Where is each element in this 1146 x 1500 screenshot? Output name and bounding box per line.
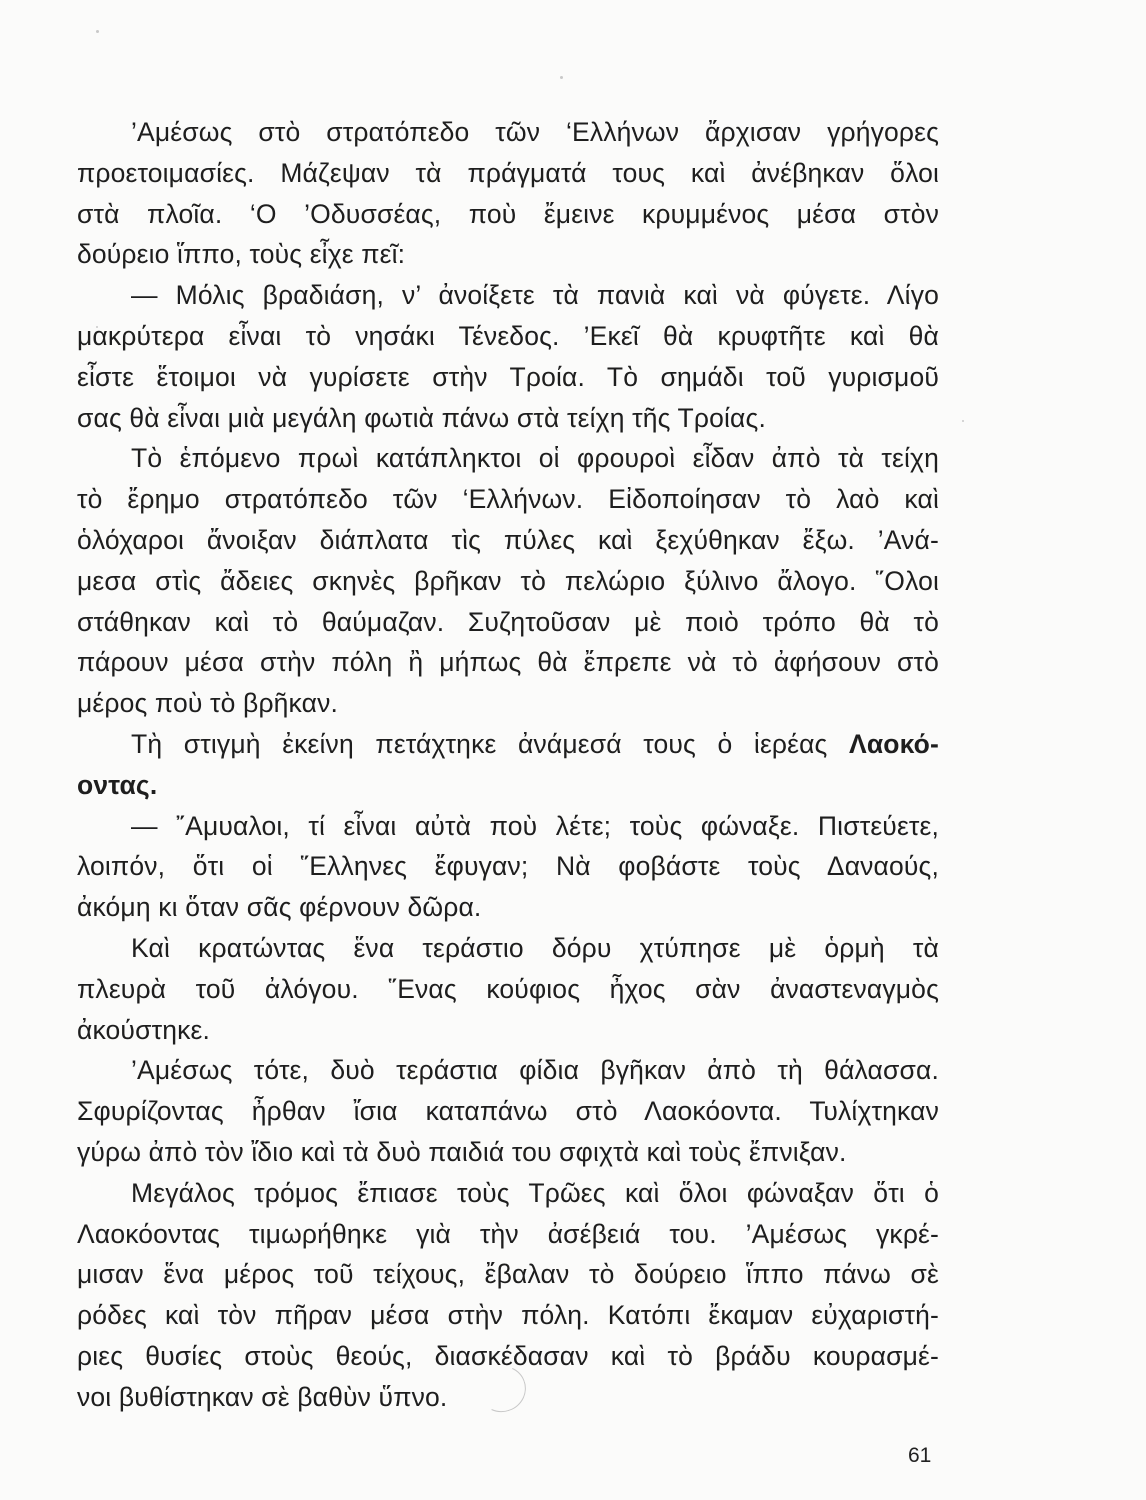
text-line-content: ὁλόχαροι ἄνοιξαν διάπλατα τὶς πύλες καὶ ξεχύθηκαν ἔξω. ’Ανά- (77, 524, 939, 555)
text-line-content: Τὴ στιγμὴ ἐκείνη πετάχτηκε ἀνάμεσά τους ὁ ἱερέας (131, 728, 850, 759)
scan-speck (962, 420, 964, 422)
text-line (77, 316, 939, 357)
text-line (77, 846, 939, 887)
text-line-content: Μεγάλος τρόμος ἔπιασε τοὺς Τρῶες καὶ ὅλοι φώναξαν ὅτι ὁ (131, 1177, 939, 1208)
bold-name: Λαοκό- (849, 728, 939, 759)
text-line (77, 1132, 939, 1173)
text-line-content: Καὶ κρατώντας ἕνα τεράστιο δόρυ χτύπησε μὲ ὁρμὴ τὰ (131, 932, 939, 963)
text-line (77, 724, 939, 765)
text-line-content: τὸ ἔρημο στρατόπεδο τῶν ‘Ελλήνων. Εἰδοποίησαν τὸ λαὸ καὶ (77, 484, 939, 515)
text-line (77, 1214, 939, 1255)
text-line (77, 1050, 939, 1091)
bold-name: οντας. (77, 769, 158, 800)
text-line-content: ’Αμέσως στὸ στρατόπεδο τῶν ‘Ελλήνων ἄρχισαν γρήγορες (131, 117, 939, 147)
text-line-content: σας θὰ εἶναι μιὰ μεγάλη φωτιὰ πάνω στὰ τείχη τῆς Τροίας. (77, 402, 766, 433)
text-line-content: δούρειο ἵππο, τοὺς εἶχε πεῖ: (77, 239, 406, 270)
text-line-content: Σφυρίζοντας ἦρθαν ἴσια καταπάνω στὸ Λαοκόοντα. Τυλίχτηκαν (77, 1096, 939, 1127)
text-line (77, 683, 939, 724)
text-line (77, 642, 939, 683)
text-line (77, 479, 939, 520)
text-line-content: εἶστε ἕτοιμοι νὰ γυρίσετε στὴν Τροία. Τὸ σημάδι τοῦ γυρισμοῦ (77, 361, 939, 392)
text-line (77, 969, 939, 1010)
text-line (77, 928, 939, 969)
text-line (77, 438, 939, 479)
page-number: 61 (908, 1444, 932, 1467)
text-line (77, 1254, 939, 1295)
text-line (77, 887, 939, 928)
text-line-content: — Μόλις βραδιάση, ν’ ἀνοίξετε τὰ πανιὰ καὶ νὰ φύγετε. Λίγο (131, 280, 939, 311)
text-line-content: μεσα στὶς ἄδειες σκηνὲς βρῆκαν τὸ πελώριο ξύλινο ἄλογο. ῞Ολοι (77, 565, 939, 596)
text-line-content: ’Αμέσως τότε, δυὸ τεράστια φίδια βγῆκαν ἀπὸ τὴ θάλασσα. (131, 1055, 939, 1086)
text-line-content: στάθηκαν καὶ τὸ θαύμαζαν. Συζητοῦσαν μὲ ποιὸ τρόπο θὰ τὸ (77, 606, 939, 637)
text-line (77, 153, 939, 194)
text-line (77, 1173, 939, 1214)
text-line (77, 765, 939, 806)
text-line-content: νοι βυθίστηκαν σὲ βαθὺν ὕπνο. (77, 1381, 448, 1412)
text-line-content: πάρουν μέσα στὴν πόλη ἢ μήπως θὰ ἔπρεπε νὰ τὸ ἀφήσουν στὸ (77, 647, 939, 678)
scan-speck (96, 30, 99, 33)
text-line (77, 112, 939, 153)
text-line-content: Τὸ ἑπόμενο πρωὶ κατάπληκτοι οἱ φρουροὶ εἶδαν ἀπὸ τὰ τείχη (131, 443, 939, 474)
text-line-content: ριες θυσίες στοὺς θεούς, διασκέδασαν καὶ τὸ βράδυ κουρασμέ- (77, 1340, 939, 1371)
text-line (77, 1295, 939, 1336)
text-line (77, 561, 939, 602)
text-line-content: στὰ πλοῖα. ‘Ο ’Οδυσσέας, ποὺ ἔμεινε κρυμμένος μέσα στὸν (77, 198, 939, 229)
text-line (77, 602, 939, 643)
text-line (77, 398, 939, 439)
text-line (77, 357, 939, 398)
scan-speck (560, 76, 563, 79)
text-line-content: μακρύτερα εἶναι τὸ νησάκι Τένεδος. ’Εκεῖ θὰ κρυφτῆτε καὶ θὰ (77, 320, 939, 351)
text-line-content: προετοιμασίες. Μάζεψαν τὰ πράγματά τους καὶ ἀνέβηκαν ὅλοι (77, 157, 939, 188)
text-line-content: ρόδες καὶ τὸν πῆραν μέσα στὴν πόλη. Κατόπι ἔκαμαν εὐχαριστή- (77, 1300, 939, 1331)
text-line (77, 1010, 939, 1051)
text-line-content: — ῎Αμυαλοι, τί εἶναι αὐτὰ ποὺ λέτε; τοὺς φώναξε. Πιστεύετε, (131, 810, 939, 841)
text-line-content: μέρος ποὺ τὸ βρῆκαν. (77, 688, 339, 719)
text-line-content: λοιπόν, ὅτι οἱ ῞Ελληνες ἔφυγαν; Νὰ φοβάστε τοὺς Δαναούς, (77, 851, 939, 882)
text-line (77, 520, 939, 561)
text-line-content: μισαν ἕνα μέρος τοῦ τείχους, ἔβαλαν τὸ δούρειο ἵππο πάνω σὲ (77, 1259, 939, 1290)
text-line (77, 234, 939, 275)
text-line (77, 806, 939, 847)
text-line-content: Λαοκόοντας τιμωρήθηκε γιὰ τὴν ἀσέβειά του. ’Αμέσως γκρέ- (77, 1218, 939, 1249)
text-line-content: ἀκόμη κι ὅταν σᾶς φέρνουν δῶρα. (77, 892, 482, 923)
text-line (77, 194, 939, 235)
text-line-content: πλευρὰ τοῦ ἀλόγου. ῞Ενας κούφιος ἦχος σὰν ἀναστεναγμὸς (77, 973, 939, 1004)
body-text (77, 112, 939, 1418)
text-line-content: ἀκούστηκε. (77, 1014, 210, 1045)
text-line (77, 275, 939, 316)
text-line (77, 1091, 939, 1132)
text-line-content: γύρω ἀπὸ τὸν ἴδιο καὶ τὰ δυὸ παιδιά του σφιχτὰ καὶ τοὺς ἔπνιξαν. (77, 1136, 847, 1167)
